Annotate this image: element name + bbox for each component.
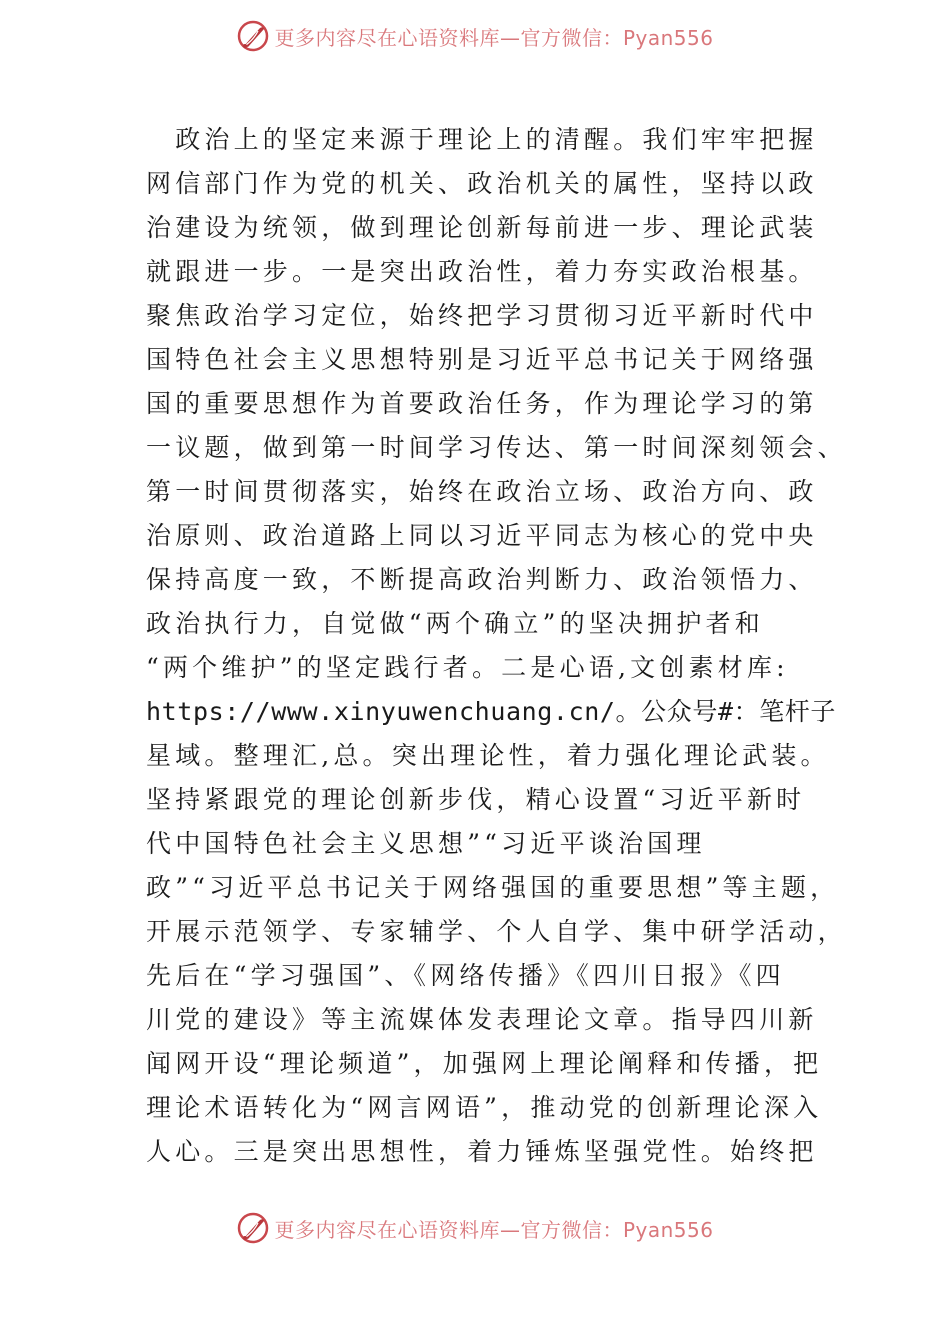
footer-watermark-banner <box>0 1206 950 1250</box>
body-line: 闻网开设“理论频道”，加强网上理论阐释和传播，把 <box>146 1049 823 1078</box>
body-line: 坚持紧跟党的理论创新步伐，精心设置“习近平新时 <box>146 785 806 814</box>
body-line: 川党的建设》等主流媒体发表理论文章。指导四川新 <box>146 1005 818 1034</box>
header-watermark-text: 更多内容尽在心语资料库—官方微信：Pyan556 <box>274 25 714 50</box>
quill-pen-logo-icon <box>236 19 270 53</box>
body-line: 就跟进一步。一是突出政治性，着力夯实政治根基。 <box>146 257 818 286</box>
body-line: 政治上的坚定来源于理论上的清醒。我们牢牢把握 <box>146 125 818 154</box>
body-line: 人心。三是突出思想性，着力锤炼坚强党性。始终把 <box>146 1137 818 1166</box>
body-line: 网信部门作为党的机关、政治机关的属性，坚持以政 <box>146 169 818 198</box>
footer-watermark-text: 更多内容尽在心语资料库—官方微信：Pyan556 <box>274 1217 714 1242</box>
body-line: 政治执行力，自觉做“两个确立”的坚决拥护者和 <box>146 609 764 638</box>
body-line: 星域。整理汇,总。突出理论性，着力强化理论武装。 <box>146 741 830 770</box>
body-line: 保持高度一致，不断提高政治判断力、政治领悟力、 <box>146 565 818 594</box>
quill-pen-logo-icon <box>236 1211 270 1245</box>
body-line: 一议题，做到第一时间学习传达、第一时间深刻领会、 <box>146 433 847 462</box>
document-body <box>146 118 847 1174</box>
body-line: 国的重要思想作为首要政治任务，作为理论学习的第 <box>146 389 818 418</box>
body-line: 开展示范领学、专家辅学、个人自学、集中研学活动， <box>146 917 847 946</box>
body-line: 政”“习近平总书记关于网络强国的重要思想”等主题， <box>146 873 840 902</box>
body-line-url: https://www.xinyuwenchuang.cn/。公众号#：笔杆子 <box>146 697 836 726</box>
header-watermark-banner <box>0 14 950 58</box>
body-line: 国特色社会主义思想特别是习近平总书记关于网络强 <box>146 345 818 374</box>
body-line: 先后在“学习强国”、《网络传播》《四川日报》《四 <box>146 961 785 990</box>
body-line: 第一时间贯彻落实，始终在政治立场、政治方向、政 <box>146 477 818 506</box>
body-line: 代中国特色社会主义思想”“习近平谈治国理 <box>146 829 706 858</box>
body-line: “两个维护”的坚定践行者。二是心语,文创素材库: <box>146 653 789 682</box>
body-line: 治建设为统领，做到理论创新每前进一步、理论武装 <box>146 213 818 242</box>
body-line: 治原则、政治道路上同以习近平同志为核心的党中央 <box>146 521 818 550</box>
body-line: 聚焦政治学习定位，始终把学习贯彻习近平新时代中 <box>146 301 818 330</box>
body-line: 理论术语转化为“网言网语”，推动党的创新理论深入 <box>146 1093 823 1122</box>
